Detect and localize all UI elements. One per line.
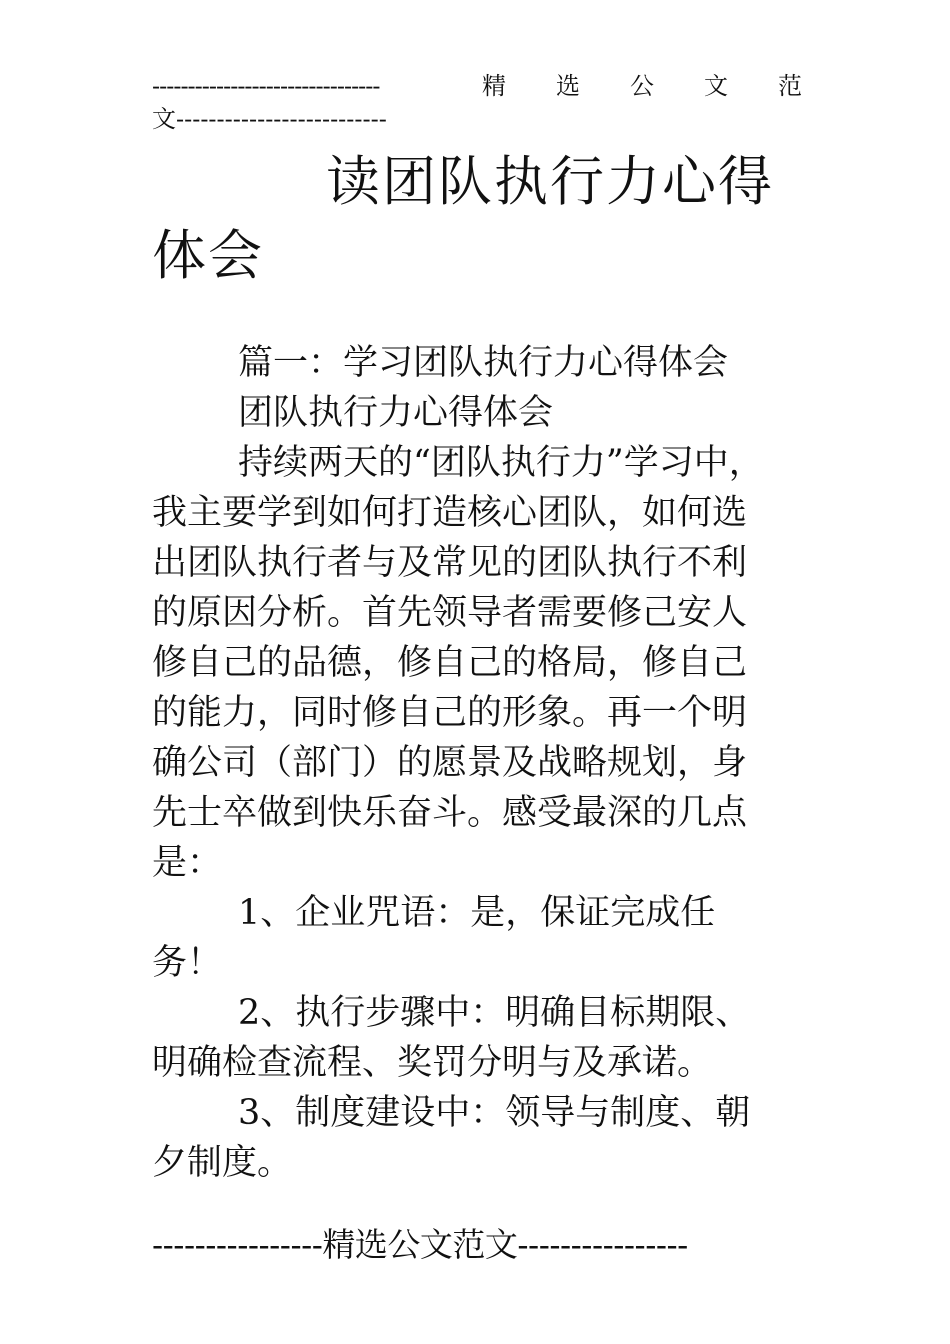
document-title-line2: 体会	[152, 224, 264, 287]
list-item: 3、制度建设中：领导与制度、朝夕制度。	[152, 1093, 751, 1183]
section-heading: 篇一：学习团队执行力心得体会	[238, 343, 729, 383]
header-char: 文	[704, 72, 728, 100]
document-title-line1: 读团队执行力心得	[326, 150, 774, 213]
document-title	[152, 145, 802, 293]
header-dashes: --------------------------------	[152, 72, 380, 100]
document-body	[152, 338, 772, 1188]
header-char: 公	[630, 72, 654, 100]
page-header	[152, 70, 802, 102]
body-paragraph: 持续两天的“团队执行力”学习中，我主要学到如何打造核心团队，如何选出团队执行者与及常见的团队执行不利的原因分析。首先领导者需要修己安人修自己的品德，修自己的格局，修自己的能力，同时修自己的形象。再一个明确公司（部门）的愿景及战略规划，身先士卒做到快乐奋斗。感受最深的几点是：	[152, 443, 764, 883]
page-footer: ----------------精选公文范文----------------	[152, 1225, 688, 1264]
list-item: 1、企业咒语：是，保证完成任务！	[152, 893, 716, 983]
header-continuation: 文--------------------------	[152, 105, 387, 133]
header-title	[482, 70, 802, 102]
subheading: 团队执行力心得体会	[238, 393, 554, 433]
list-item: 2、执行步骤中：明确目标期限、明确检查流程、奖罚分明与及承诺。	[152, 993, 751, 1083]
header-char: 精	[482, 72, 506, 100]
header-char: 选	[556, 72, 580, 100]
header-char: 范	[778, 72, 802, 100]
